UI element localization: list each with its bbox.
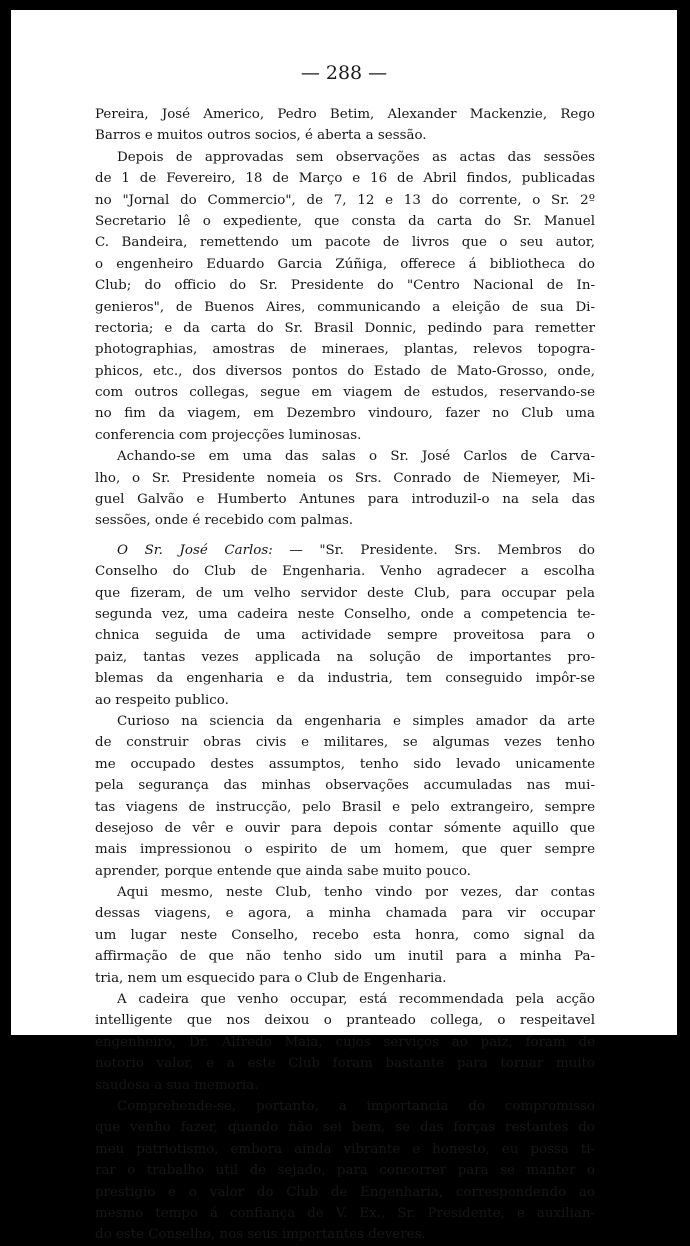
minutes-text [95,104,595,532]
text-line: tria, nem um esquecido para o Club de Engenharia. [95,970,447,986]
text-line: pela segurança das minhas observações accumuladas nas mui- [95,778,595,794]
document-page [11,10,677,1243]
text-line: que fizeram, de um velho servidor deste Club, para occupar pela [95,585,595,601]
text-line: Conselho do Club de Engenharia. Venho agradecer a escolha [95,564,595,580]
text-line: saudosa a sua memoria. [95,1077,259,1093]
text-line: genieros", de Buenos Aires, communicando a eleição de sua Di- [95,299,595,315]
text-line: meu patriotismo, embora ainda vibrante e honesto, eu possa ti- [95,1141,595,1157]
text-line: Pereira, José Americo, Pedro Betim, Alexander Mackenzie, Rego [95,107,595,122]
text-line: Curioso na sciencia da engenharia e simples amador da arte [117,713,595,729]
text-line: guel Galvão e Humberto Antunes para introduzil-o na sela das [95,492,595,508]
text-line: blemas da engenharia e da industria, tem conseguido impôr-se [95,671,595,687]
text-line: Barros e muitos outros socios, é aberta a sessão. [95,128,427,144]
text-line: mais impressionou o espirito de um homem, que quer sempre [95,842,595,858]
text-line: conferencia com projecções luminosas. [95,427,362,443]
text-line: no fim da viagem, em Dezembro vindouro, fazer no Club uma [95,406,595,422]
speech-opening-line [95,540,595,561]
text-line: rar o trabalho util de sejado, para concorrer para se manter o [95,1163,595,1179]
text-line: notorio valor, e a este Club foram bastante para tornar muito [95,1056,595,1072]
text-line: prestigio e o valor do Club de Engenharia, correspondendo ao [95,1184,595,1200]
text-line: phicos, etc., dos diversos pontos do Estado de Mato-Grosso, onde, [95,363,595,379]
text-line: Aqui mesmo, neste Club, tenho vindo por vezes, dar contas [117,885,595,901]
text-line: sessões, onde é recebido com palmas. [95,513,354,529]
speech-text [95,561,595,1246]
text-line: A cadeira que venho occupar, está recommendada pela acção [117,992,595,1008]
section-gap [95,532,595,540]
body-text [95,104,595,1246]
text-line: dessas viagens, e agora, a minha chamada para vir occupar [95,906,595,922]
text-line: intelligente que nos deixou o pranteado collega, o respeitavel [95,1013,595,1029]
page-number: — 288 — [300,62,388,84]
text-line: lho, o Sr. Presidente nomeia os Srs. Conrado de Niemeyer, Mi- [95,470,595,486]
text-line: C. Bandeira, remettendo um pacote de livros que o seu autor, [95,235,595,251]
text-line: um lugar neste Conselho, recebo esta honra, como signal da [95,927,595,943]
text-line: me occupado destes assumptos, tenho sido levado unicamente [95,756,595,772]
text-line: no "Jornal do Commercio", de 7, 12 e 13 do corrente, o Sr. 2º [95,192,595,208]
text-line: desejoso de vêr e ouvir para depois contar sómente aquillo que [95,820,595,836]
text-line: do este Conselho, nos seus importantes deveres. [95,1227,426,1243]
text-line: rectoria; e da carta do Sr. Brasil Donnic, pedindo para remetter [95,320,595,336]
text-line: chnica seguida de uma actividade sempre proveitosa para o [95,628,595,644]
text-line: segunda vez, uma cadeira neste Conselho, onde a competencia te- [95,606,595,622]
text-line: com outros collegas, segue em viagem de estudos, reservando-se [95,385,595,401]
text-line: tas viagens de instrucção, pelo Brasil e pelo extrangeiro, sempre [95,799,595,815]
text-line: Secretario lê o expediente, que consta da carta do Sr. Manuel [95,213,595,229]
text-line: Depois de approvadas sem observações as actas das sessões [117,149,595,165]
text-line: affirmação de que não tenho sido um inutil para a minha Pa- [95,949,595,965]
text-line: de construir obras civis e militares, se algumas vezes tenho [95,735,595,751]
text-line: de 1 de Fevereiro, 18 de Março e 16 de Abril findos, publicadas [95,171,595,187]
text-line: ao respeito publico. [95,692,229,708]
text-line: photographias, amostras de mineraes, plantas, relevos topogra- [95,342,595,358]
text-line: aprender, porque entende que ainda sabe muito pouco. [95,863,471,879]
text-line: que venho fazer, quando não sei bem, se das forças restantes do [95,1120,595,1136]
text-line: engenheiro, Dr. Alfredo Maia, cujos serviços ao paiz, foram de [95,1034,595,1050]
text-line: Achando-se em uma das salas o Sr. José Carlos de Carva- [117,449,595,465]
text-line: mesmo tempo á confiança de V. Ex., Sr. Presidente, e auxilian- [95,1205,595,1221]
text-line: Comprehende-se, portanto, a importancia do compromisso [117,1098,595,1114]
text-line: paiz, tantas vezes applicada na solução de importantes pro- [95,649,595,665]
speaker-name: O Sr. José Carlos: [117,542,273,558]
speech-opening: — "Sr. Presidente. Srs. Membros do [289,542,595,558]
text-line: Club; do officio do Sr. Presidente do "Centro Nacional de In- [95,278,595,294]
text-line: o engenheiro Eduardo Garcia Zúñiga, offerece á bibliotheca do [95,256,595,272]
